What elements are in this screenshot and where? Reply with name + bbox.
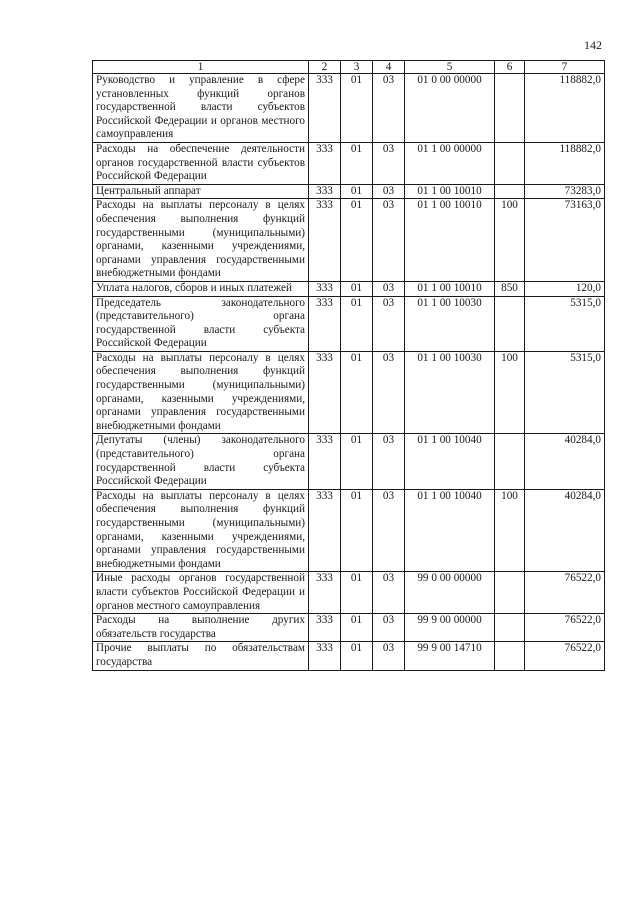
row-admin-code: 333 xyxy=(309,351,341,434)
row-target-item: 01 1 00 10010 xyxy=(405,281,495,296)
row-target-item: 01 1 00 10040 xyxy=(405,434,495,489)
row-name: Депутаты (члены) законодательного (представительного) органа государственной власти субъекта Российской Федерации xyxy=(93,434,309,489)
column-header: 6 xyxy=(495,61,525,74)
row-section: 01 xyxy=(341,199,373,282)
row-section: 01 xyxy=(341,184,373,199)
row-section: 01 xyxy=(341,489,373,572)
column-header: 2 xyxy=(309,61,341,74)
table-row xyxy=(93,572,605,614)
table-row xyxy=(93,642,605,670)
row-expense-type xyxy=(495,642,525,670)
row-target-item: 01 0 00 00000 xyxy=(405,74,495,143)
table-row xyxy=(93,142,605,184)
row-name: Прочие выплаты по обязательствам государства xyxy=(93,642,309,670)
row-section: 01 xyxy=(341,614,373,642)
row-name: Иные расходы органов государственной власти субъектов Российской Федерации и органов местного самоуправления xyxy=(93,572,309,614)
row-subsection: 03 xyxy=(373,351,405,434)
row-subsection: 03 xyxy=(373,199,405,282)
row-subsection: 03 xyxy=(373,281,405,296)
row-name: Расходы на обеспечение деятельности органов государственной власти субъектов Российской Федерации xyxy=(93,142,309,184)
row-amount: 120,0 xyxy=(525,281,605,296)
row-admin-code: 333 xyxy=(309,489,341,572)
row-section: 01 xyxy=(341,572,373,614)
row-target-item: 01 1 00 10010 xyxy=(405,199,495,282)
row-admin-code: 333 xyxy=(309,572,341,614)
row-name: Руководство и управление в сфере установленных функций органов государственной власти субъектов Российской Федерации и органов местного самоуправления xyxy=(93,74,309,143)
row-expense-type xyxy=(495,74,525,143)
row-amount: 76522,0 xyxy=(525,642,605,670)
row-admin-code: 333 xyxy=(309,296,341,351)
row-expense-type xyxy=(495,434,525,489)
budget-table xyxy=(92,60,605,671)
row-amount: 73283,0 xyxy=(525,184,605,199)
row-expense-type: 850 xyxy=(495,281,525,296)
table-row xyxy=(93,199,605,282)
row-admin-code: 333 xyxy=(309,434,341,489)
row-admin-code: 333 xyxy=(309,184,341,199)
row-section: 01 xyxy=(341,296,373,351)
row-admin-code: 333 xyxy=(309,74,341,143)
row-admin-code: 333 xyxy=(309,142,341,184)
row-subsection: 03 xyxy=(373,642,405,670)
row-target-item: 01 1 00 10010 xyxy=(405,184,495,199)
row-amount: 76522,0 xyxy=(525,572,605,614)
row-name: Расходы на выполнение других обязательств государства xyxy=(93,614,309,642)
row-subsection: 03 xyxy=(373,434,405,489)
row-amount: 118882,0 xyxy=(525,142,605,184)
row-subsection: 03 xyxy=(373,184,405,199)
column-header: 5 xyxy=(405,61,495,74)
row-name: Председатель законодательного (представительного) органа государственной власти субъекта Российской Федерации xyxy=(93,296,309,351)
row-expense-type xyxy=(495,184,525,199)
page-number: 142 xyxy=(584,38,602,52)
row-subsection: 03 xyxy=(373,614,405,642)
row-expense-type: 100 xyxy=(495,489,525,572)
row-amount: 73163,0 xyxy=(525,199,605,282)
table-row xyxy=(93,296,605,351)
row-subsection: 03 xyxy=(373,572,405,614)
row-subsection: 03 xyxy=(373,296,405,351)
row-amount: 5315,0 xyxy=(525,296,605,351)
row-name: Уплата налогов, сборов и иных платежей xyxy=(93,281,309,296)
row-admin-code: 333 xyxy=(309,642,341,670)
row-target-item: 01 1 00 10030 xyxy=(405,351,495,434)
row-amount: 5315,0 xyxy=(525,351,605,434)
row-section: 01 xyxy=(341,74,373,143)
table-row xyxy=(93,184,605,199)
row-name: Расходы на выплаты персоналу в целях обеспечения выполнения функций государственными (муниципальными) органами, казенными учреждениями, органами управления государственными внебюджетными фондами xyxy=(93,199,309,282)
row-target-item: 01 1 00 00000 xyxy=(405,142,495,184)
row-subsection: 03 xyxy=(373,74,405,143)
row-target-item: 01 1 00 10040 xyxy=(405,489,495,572)
row-amount: 76522,0 xyxy=(525,614,605,642)
column-header: 7 xyxy=(525,61,605,74)
row-section: 01 xyxy=(341,281,373,296)
row-subsection: 03 xyxy=(373,142,405,184)
column-header: 1 xyxy=(93,61,309,74)
table-row xyxy=(93,434,605,489)
row-expense-type xyxy=(495,614,525,642)
table-header-row xyxy=(93,61,605,74)
row-subsection: 03 xyxy=(373,489,405,572)
row-target-item: 99 0 00 00000 xyxy=(405,572,495,614)
row-target-item: 99 9 00 00000 xyxy=(405,614,495,642)
table-row xyxy=(93,74,605,143)
row-admin-code: 333 xyxy=(309,614,341,642)
column-header: 4 xyxy=(373,61,405,74)
row-name: Расходы на выплаты персоналу в целях обеспечения выполнения функций государственными (муниципальными) органами, казенными учреждениями, органами управления государственными внебюджетными фондами xyxy=(93,351,309,434)
row-admin-code: 333 xyxy=(309,199,341,282)
row-amount: 40284,0 xyxy=(525,489,605,572)
row-expense-type xyxy=(495,296,525,351)
row-name: Центральный аппарат xyxy=(93,184,309,199)
row-section: 01 xyxy=(341,434,373,489)
column-header: 3 xyxy=(341,61,373,74)
row-expense-type xyxy=(495,142,525,184)
table-row xyxy=(93,614,605,642)
row-section: 01 xyxy=(341,642,373,670)
row-name: Расходы на выплаты персоналу в целях обеспечения выполнения функций государственными (муниципальными) органами, казенными учреждениями, органами управления государственными внебюджетными фондами xyxy=(93,489,309,572)
row-target-item: 01 1 00 10030 xyxy=(405,296,495,351)
row-admin-code: 333 xyxy=(309,281,341,296)
row-expense-type xyxy=(495,572,525,614)
table-row xyxy=(93,489,605,572)
row-expense-type: 100 xyxy=(495,199,525,282)
row-section: 01 xyxy=(341,351,373,434)
row-target-item: 99 9 00 14710 xyxy=(405,642,495,670)
row-amount: 118882,0 xyxy=(525,74,605,143)
table-row xyxy=(93,281,605,296)
row-expense-type: 100 xyxy=(495,351,525,434)
table-row xyxy=(93,351,605,434)
row-section: 01 xyxy=(341,142,373,184)
row-amount: 40284,0 xyxy=(525,434,605,489)
